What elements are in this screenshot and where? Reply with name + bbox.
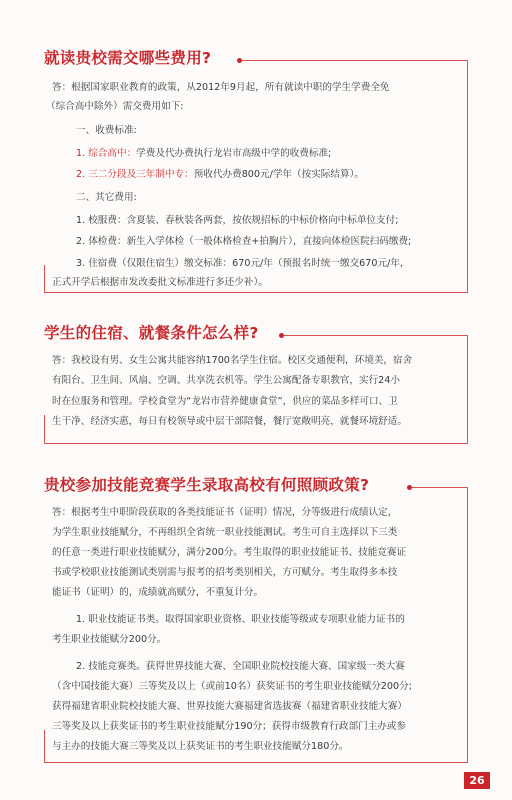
page-number: 26 <box>464 772 490 789</box>
list-heading: 一、收费标准: <box>76 125 137 136</box>
paragraph-line: 正式开学后根据市发改委批文标准进行多还少补）。 <box>52 277 268 288</box>
paragraph-line: 的任意一类进行职业技能赋分，满分200分。考生取得的职业技能证书、技能竞赛证 <box>52 547 407 558</box>
list-heading: 二、其它费用: <box>76 192 137 203</box>
paragraph-line: 有阳台、卫生间、风扇、空调、共享洗衣机等。学生公寓配备专职教官，实行24小 <box>52 375 400 386</box>
paragraph-line: （含中国技能大赛）三等奖及以上（或前10名）获奖证书的考生职业技能赋分200分; <box>52 681 412 692</box>
paragraph-line: 三等奖及以上获奖证书的考生职业技能赋分190分；获得市级教育行政部门主办或参 <box>52 721 407 732</box>
paragraph-line: （综合高中除外）需交费用如下: <box>46 101 184 112</box>
section-title-housing: 学生的住宿、就餐条件怎么样? <box>44 324 259 342</box>
paragraph-line: 考生职业技能赋分200分。 <box>52 634 167 645</box>
paragraph-line: 书或学校职业技能测试类别需与报考的招考类别相关，方可赋分。考生取得多本技 <box>52 567 398 578</box>
paragraph-line: 能证书（证明）的，成绩就高赋分，不重复计分。 <box>52 587 264 598</box>
section-title-fees: 就读贵校需交哪些费用? <box>44 49 212 67</box>
paragraph-line: 生干净、经济实惠，每日有校领导或中层干部陪餐，餐厅宽敞明亮，就餐环境舒适。 <box>52 416 407 427</box>
paragraph-line: 为学生职业技能赋分，不再组织全省统一职业技能测试。考生可自主选择以下三类 <box>52 527 398 538</box>
paragraph-line: 答：根据考生中职阶段获取的各类技能证书（证明）情况，分等级进行成绩认定， <box>52 507 398 518</box>
list-item <box>76 167 464 182</box>
paragraph-line: 获得福建省职业院校技能大赛、世界技能大赛福建省选拔赛（福建省职业技能大赛） <box>52 701 407 712</box>
paragraph-line: 2. 技能竞赛类。获得世界技能大赛、全国职业院校技能大赛、国家级一类大赛 <box>76 661 405 672</box>
paragraph-line: 与主办的技能大赛三等奖及以上获奖证书的考生职业技能赋分180分。 <box>52 741 349 752</box>
list-item: 1. 校服费：含夏装、春秋装各两套，按依规招标的中标价格向中标单位支付; <box>76 215 399 226</box>
paragraph-line: 时在位服务和管理。学校食堂为“龙岩市营养健康食堂”，供应的菜品多样可口、卫 <box>52 396 398 407</box>
paragraph-line: 答：我校设有男、女生公寓共能容纳1700名学生住宿。校区交通便利，环境美，宿舍 <box>52 355 413 366</box>
list-item-label: 1. 综合高中： <box>76 148 137 159</box>
list-item-text: 预收代办费800元/学年（按实际结算）。 <box>193 169 364 180</box>
paragraph-line: 1. 职业技能证书类。取得国家职业资格、职业技能等级或专项职业能力证书的 <box>76 614 405 625</box>
list-item <box>76 146 464 161</box>
paragraph-line: 答：根据国家职业教育的政策，从2012年9月起，所有就读中职的学生学费全免 <box>52 82 390 93</box>
list-item-label: 2. 三二分段及三年制中专： <box>76 169 194 180</box>
list-item-text: 学费及代办费执行龙岩市高级中学的收费标准; <box>136 148 332 159</box>
section-title-competition: 贵校参加技能竞赛学生录取高校有何照顾政策? <box>44 476 370 494</box>
list-item: 3. 住宿费（仅限住宿生）缴交标准：670元/年（预报名时统一缴交670元/年， <box>76 258 410 269</box>
list-item: 2. 体检费：新生入学体检（一般体格检查+拍胸片），直接向体检医院扫码缴费; <box>76 236 412 247</box>
